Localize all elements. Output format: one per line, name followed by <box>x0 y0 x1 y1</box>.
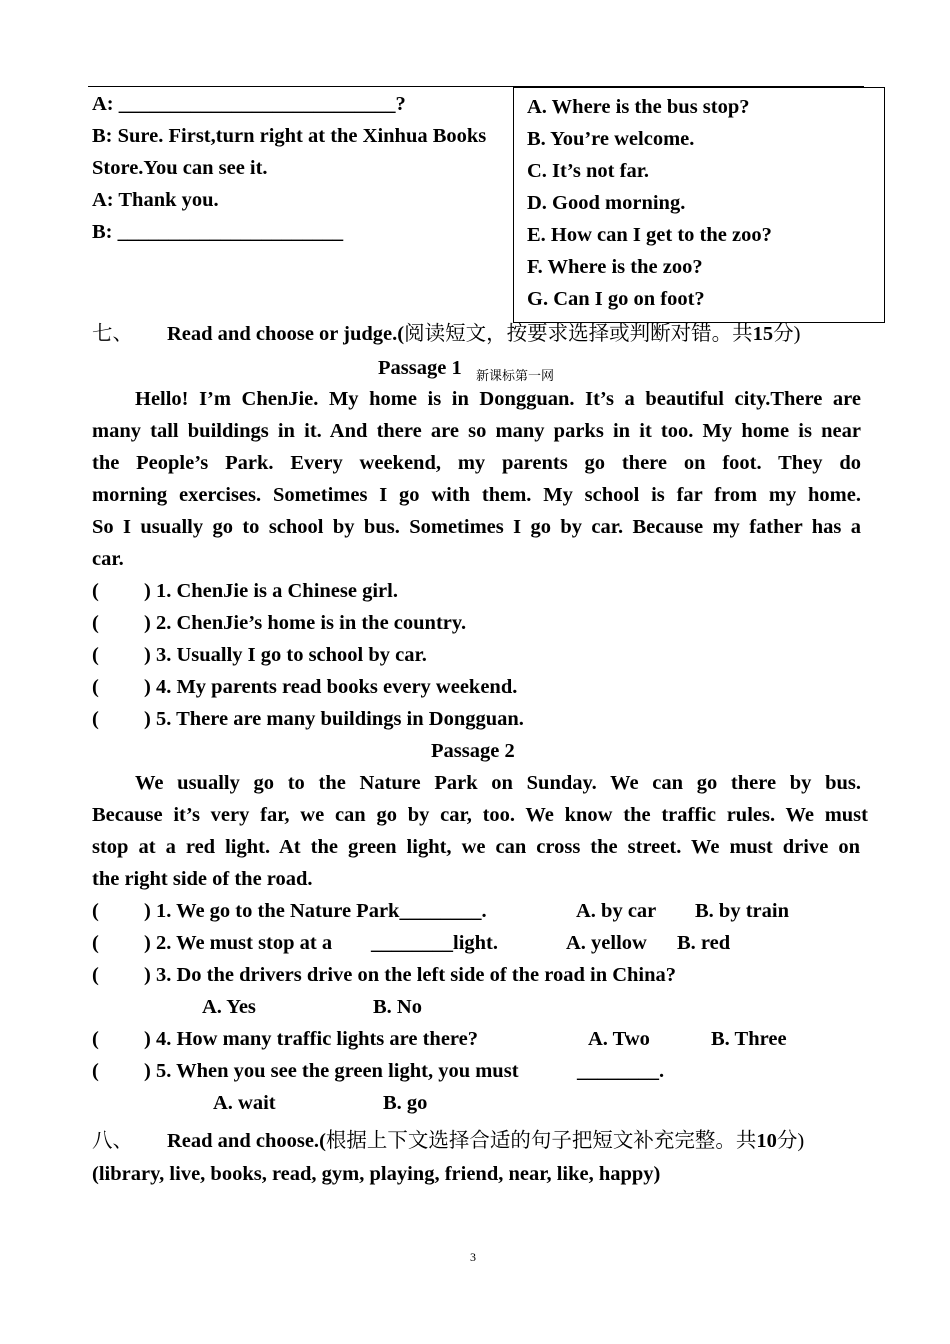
section8-paren: ( <box>319 1130 326 1152</box>
section7-heading <box>92 321 800 347</box>
section8-note: 根据上下文选择合适的句子把短文补充完整。共 <box>325 1130 757 1152</box>
word-bank: (library, live, books, read, gym, playing, friend, near, like, happy) <box>92 1163 661 1185</box>
p2-question-1: ( ) 1. We go to the Nature Park________. <box>92 900 487 922</box>
section8-heading <box>92 1128 804 1154</box>
p2-question-4: ( ) 4. How many traffic lights are there? <box>92 1028 479 1050</box>
p2-q5-blank: ________. <box>577 1060 665 1082</box>
passage1-title: Passage 1 <box>378 357 462 379</box>
passage1-line: morning exercises. Sometimes I go with them. My school is far from my home. <box>92 484 861 506</box>
section7-number: 七、 <box>92 323 133 345</box>
p2-q1-option-b: B. by train <box>695 900 789 922</box>
p2-q2-option-b: B. red <box>677 932 731 954</box>
section7-note: 阅读短文，按要求选择或判断对错。共 <box>404 323 753 345</box>
page-number: 3 <box>470 1250 476 1264</box>
dialogue-a1: A: ___________________________? <box>92 93 406 115</box>
options-box <box>513 87 885 323</box>
p2-question-3: ( ) 3. Do the drivers drive on the left side of the road in China? <box>92 964 677 986</box>
p2-q3-option-b: B. No <box>373 996 422 1018</box>
passage1-line: many tall buildings in it. And there are so many parks in it too. My home is near <box>92 420 861 442</box>
passage1-line: the People’s Park. Every weekend, my parents go there on foot. They do <box>92 452 861 474</box>
option-c: C. It’s not far. <box>527 160 650 182</box>
p2-q3-option-a: A. Yes <box>202 996 256 1018</box>
p2-q5-option-b: B. go <box>383 1092 428 1114</box>
option-b: B. You’re welcome. <box>527 128 695 150</box>
section7-note-end: 分) <box>773 323 801 345</box>
p1-question-3: ( ) 3. Usually I go to school by car. <box>92 644 427 666</box>
section7-paren: ( <box>397 323 405 345</box>
passage1-line: car. <box>92 548 124 570</box>
passage1-line: Hello! I’m ChenJie. My home is in Dongguan. It’s a beautiful city.There are <box>135 388 861 410</box>
option-d: D. Good morning. <box>527 192 686 214</box>
passage2-line: We usually go to the Nature Park on Sunday. We can go there by bus. <box>135 772 861 794</box>
p1-question-5: ( ) 5. There are many buildings in Dongguan. <box>92 708 524 730</box>
dialogue-b1-cont: Store.You can see it. <box>92 157 268 179</box>
option-a: A. Where is the bus stop? <box>527 96 750 118</box>
section8-score: 10 <box>756 1130 777 1152</box>
dialogue-a2: A: Thank you. <box>92 189 219 211</box>
p2-question-2: ( ) 2. We must stop at a <box>92 932 333 954</box>
p2-q1-option-a: A. by car <box>576 900 657 922</box>
passage1-line: So I usually go to school by bus. Sometimes I go by car. Because my father has a <box>92 516 861 538</box>
passage2-line: stop at a red light. At the green light, we can cross the street. We must drive on <box>92 836 860 858</box>
passage2-line: Because it’s very far, we can go by car, too. We know the traffic rules. We must <box>92 804 868 826</box>
p2-q4-option-b: B. Three <box>711 1028 787 1050</box>
option-e: E. How can I get to the zoo? <box>527 224 772 246</box>
section7-title: Read and choose or judge. <box>167 323 398 345</box>
p1-question-2: ( ) 2. ChenJie’s home is in the country. <box>92 612 467 634</box>
watermark: 新课标第一网 <box>476 368 555 383</box>
section8-note-end: 分) <box>776 1130 805 1152</box>
p1-question-4: ( ) 4. My parents read books every weekend. <box>92 676 518 698</box>
section8-title: Read and choose. <box>167 1130 320 1152</box>
option-f: F. Where is the zoo? <box>527 256 703 278</box>
dialogue-b2: B: ______________________ <box>92 221 344 243</box>
option-g: G. Can I go on foot? <box>527 288 705 310</box>
passage2-title: Passage 2 <box>431 740 515 762</box>
dialogue-b1: B: Sure. First,turn right at the Xinhua Books <box>92 125 487 147</box>
p2-q2-option-a: A. yellow <box>566 932 647 954</box>
p1-question-1: ( ) 1. ChenJie is a Chinese girl. <box>92 580 398 602</box>
section7-score: 15 <box>752 323 774 345</box>
passage2-line: the right side of the road. <box>92 868 313 890</box>
p2-q2-blank: ________light. <box>371 932 498 954</box>
p2-q5-option-a: A. wait <box>213 1092 276 1114</box>
p2-question-5: ( ) 5. When you see the green light, you must <box>92 1060 519 1082</box>
p2-q4-option-a: A. Two <box>588 1028 650 1050</box>
section8-number: 八、 <box>92 1130 133 1152</box>
